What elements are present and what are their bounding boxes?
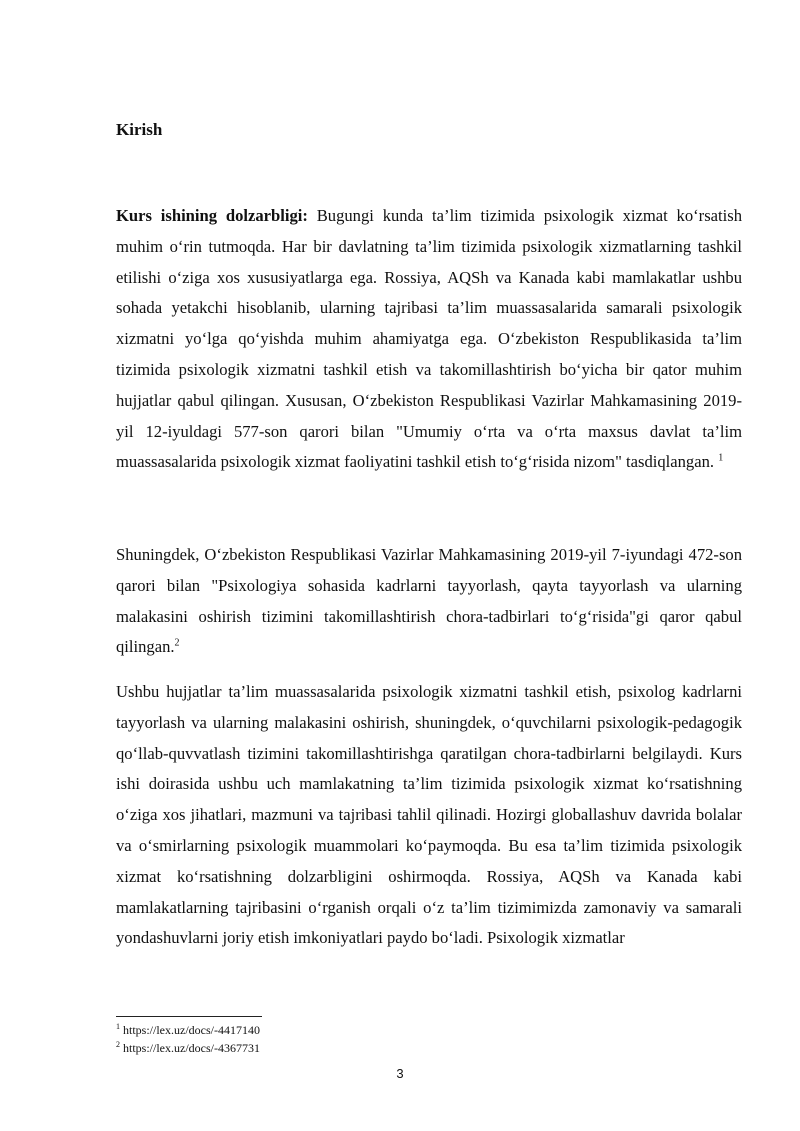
paragraph-lead: Kurs ishining dolzarbligi: [116,206,308,225]
footnote-mark: 2 [116,1040,120,1049]
paragraph-text: Shuningdek, O‘zbekiston Respublikasi Vazirlar Mahkamasining 2019-yil 7-iyundagi 472-son qarori bilan "Psixologiya sohasida kadrlarni tayyorlash, qayta tayyorlash va ularning malakasini oshirish tizimini takomillashtirish chora-tadbirlari to‘g‘risida"gi qaror qabul qilingan. [116,545,742,657]
footnote-mark: 1 [116,1022,120,1031]
footnote-link[interactable]: https://lex.uz/docs/-4367731 [120,1041,260,1055]
paragraph-relevance [116,201,742,478]
footnote-item [116,1021,260,1039]
paragraph-documents [116,677,742,954]
paragraph-text: Bugungi kunda ta’lim tizimida psixologik xizmat ko‘rsatish muhim o‘rin tutmoqda. Har bir davlatning ta’lim tizimida psixologik xizmatlarning tashkil etilishi o‘ziga xos xususiyatlarga ega. Rossiya, AQSh va Kanada kabi mamlakatlar ushbu sohada yetakchi hisoblanib, ularning tajribasi ta’lim muassasalarida samarali psixologik xizmatni yo‘lga qo‘yishda muhim ahamiyatga ega. O‘zbekiston Respublikasida ta’lim tizimida psixologik xizmatni tashkil etish va takomillashtirish bo‘yicha bir qator muhim hujjatlar qabul qilingan. Xususan, O‘zbekiston Respublikasi Vazirlar Mahkamasining 2019-yil 12-iyuldagi 577-son qarori bilan "Umumiy o‘rta va o‘rta maxsus davlat ta’lim muassasalarida psixologik xizmat faoliyatini tashkil etish to‘g‘risida nizom" tasdiqlangan. [116,206,742,472]
footnote-item [116,1039,260,1057]
paragraph-text: Ushbu hujjatlar ta’lim muassasalarida psixologik xizmatni tashkil etish, psixolog kadrlarni tayyorlash va ularning malakasini oshirish, shuningdek, o‘quvchilarni psixologik-pedagogik qo‘llab-quvvatlash tizimini takomillashtirishga qaratilgan chora-tadbirlarni belgilaydi. Kurs ishi doirasida ushbu uch mamlakatning ta’lim tizimida psixologik xizmat ko‘rsatishning o‘ziga xos jihatlari, mazmuni va tajribasi tahlil qilinadi. Hozirgi globallashuv davrida bolalar va o‘smirlarning psixologik muammolari ko‘paymoqda. Bu esa ta’lim tizimida psixologik xizmat ko‘rsatishning dolzarbligini oshirmoqda. Rossiya, AQSh va Kanada kabi mamlakatlarning tajribasini o‘rganish orqali o‘z ta’lim tizimimizda zamonaviy va samarali yondashuvlarni joriy etish imkoniyatlari paydo bo‘ladi. Psixologik xizmatlar [116,682,742,948]
footnote-ref: 2 [174,637,180,649]
section-heading: Kirish [116,120,163,139]
footnote-link[interactable]: https://lex.uz/docs/-4417140 [120,1023,260,1037]
footnotes [116,1021,260,1057]
footnote-ref: 1 [718,452,724,464]
footnote-separator [116,1016,262,1017]
page-number: 3 [396,1066,404,1081]
paragraph-resolution [116,540,742,663]
